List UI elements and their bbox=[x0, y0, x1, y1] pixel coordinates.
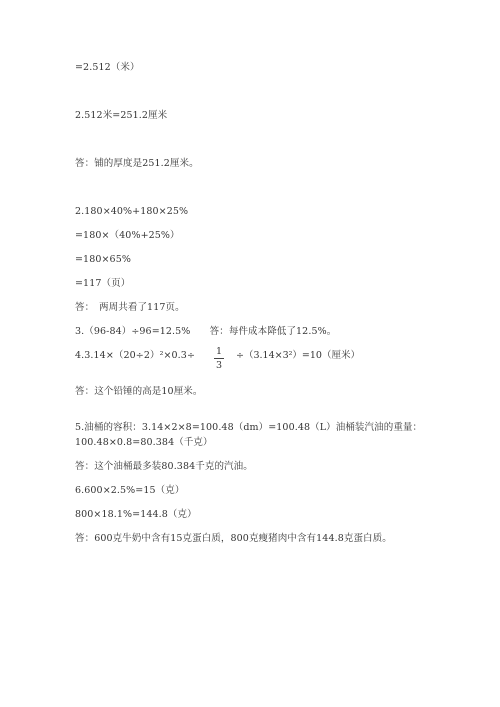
fraction-one-third bbox=[213, 346, 225, 371]
problem-2-step-1: =180×（40%+25%） bbox=[75, 230, 180, 241]
answer-plumb-height: 答：这个铅锤的高是10厘米。 bbox=[75, 386, 203, 397]
fraction-bar bbox=[214, 358, 224, 359]
solution-line-conversion: 2.512米=251.2厘米 bbox=[75, 110, 168, 121]
answer-protein: 答：600克牛奶中含有15克蛋白质，800克瘦猪肉中含有144.8克蛋白质。 bbox=[75, 533, 392, 544]
problem-4-part-1: 4.3.14×（20÷2）²×0.3÷ bbox=[75, 350, 196, 361]
solution-line-result-meters: =2.512（米） bbox=[75, 62, 140, 73]
problem-3-with-answer: 3.（96-84）÷96=12.5% 答：每件成本降低了12.5%。 bbox=[75, 326, 337, 337]
problem-5-line-2: 100.48×0.8=80.384（千克） bbox=[75, 437, 213, 448]
problem-5-line-1: 5.油桶的容积：3.14×2×8=100.48（dm）=100.48（L）油桶装汽油的重量： bbox=[75, 422, 423, 433]
problem-6-pork: 800×18.1%=144.8（克） bbox=[75, 509, 197, 520]
fraction-denominator: 3 bbox=[215, 360, 223, 371]
answer-thickness: 答：铺的厚度是251.2厘米。 bbox=[75, 158, 199, 169]
problem-6-milk: 6.600×2.5%=15（克） bbox=[75, 485, 185, 496]
problem-2-expression: 2.180×40%+180×25% bbox=[75, 206, 189, 217]
problem-2-result: =117（页） bbox=[75, 278, 131, 289]
fraction-numerator: 1 bbox=[215, 346, 223, 357]
answer-pages: 答： 两周共看了117页。 bbox=[75, 302, 185, 313]
problem-2-step-2: =180×65% bbox=[75, 254, 131, 265]
answer-gasoline: 答：这个油桶最多装80.384千克的汽油。 bbox=[75, 461, 253, 472]
problem-4-part-2: ÷（3.14×3²）=10（厘米） bbox=[236, 350, 360, 361]
